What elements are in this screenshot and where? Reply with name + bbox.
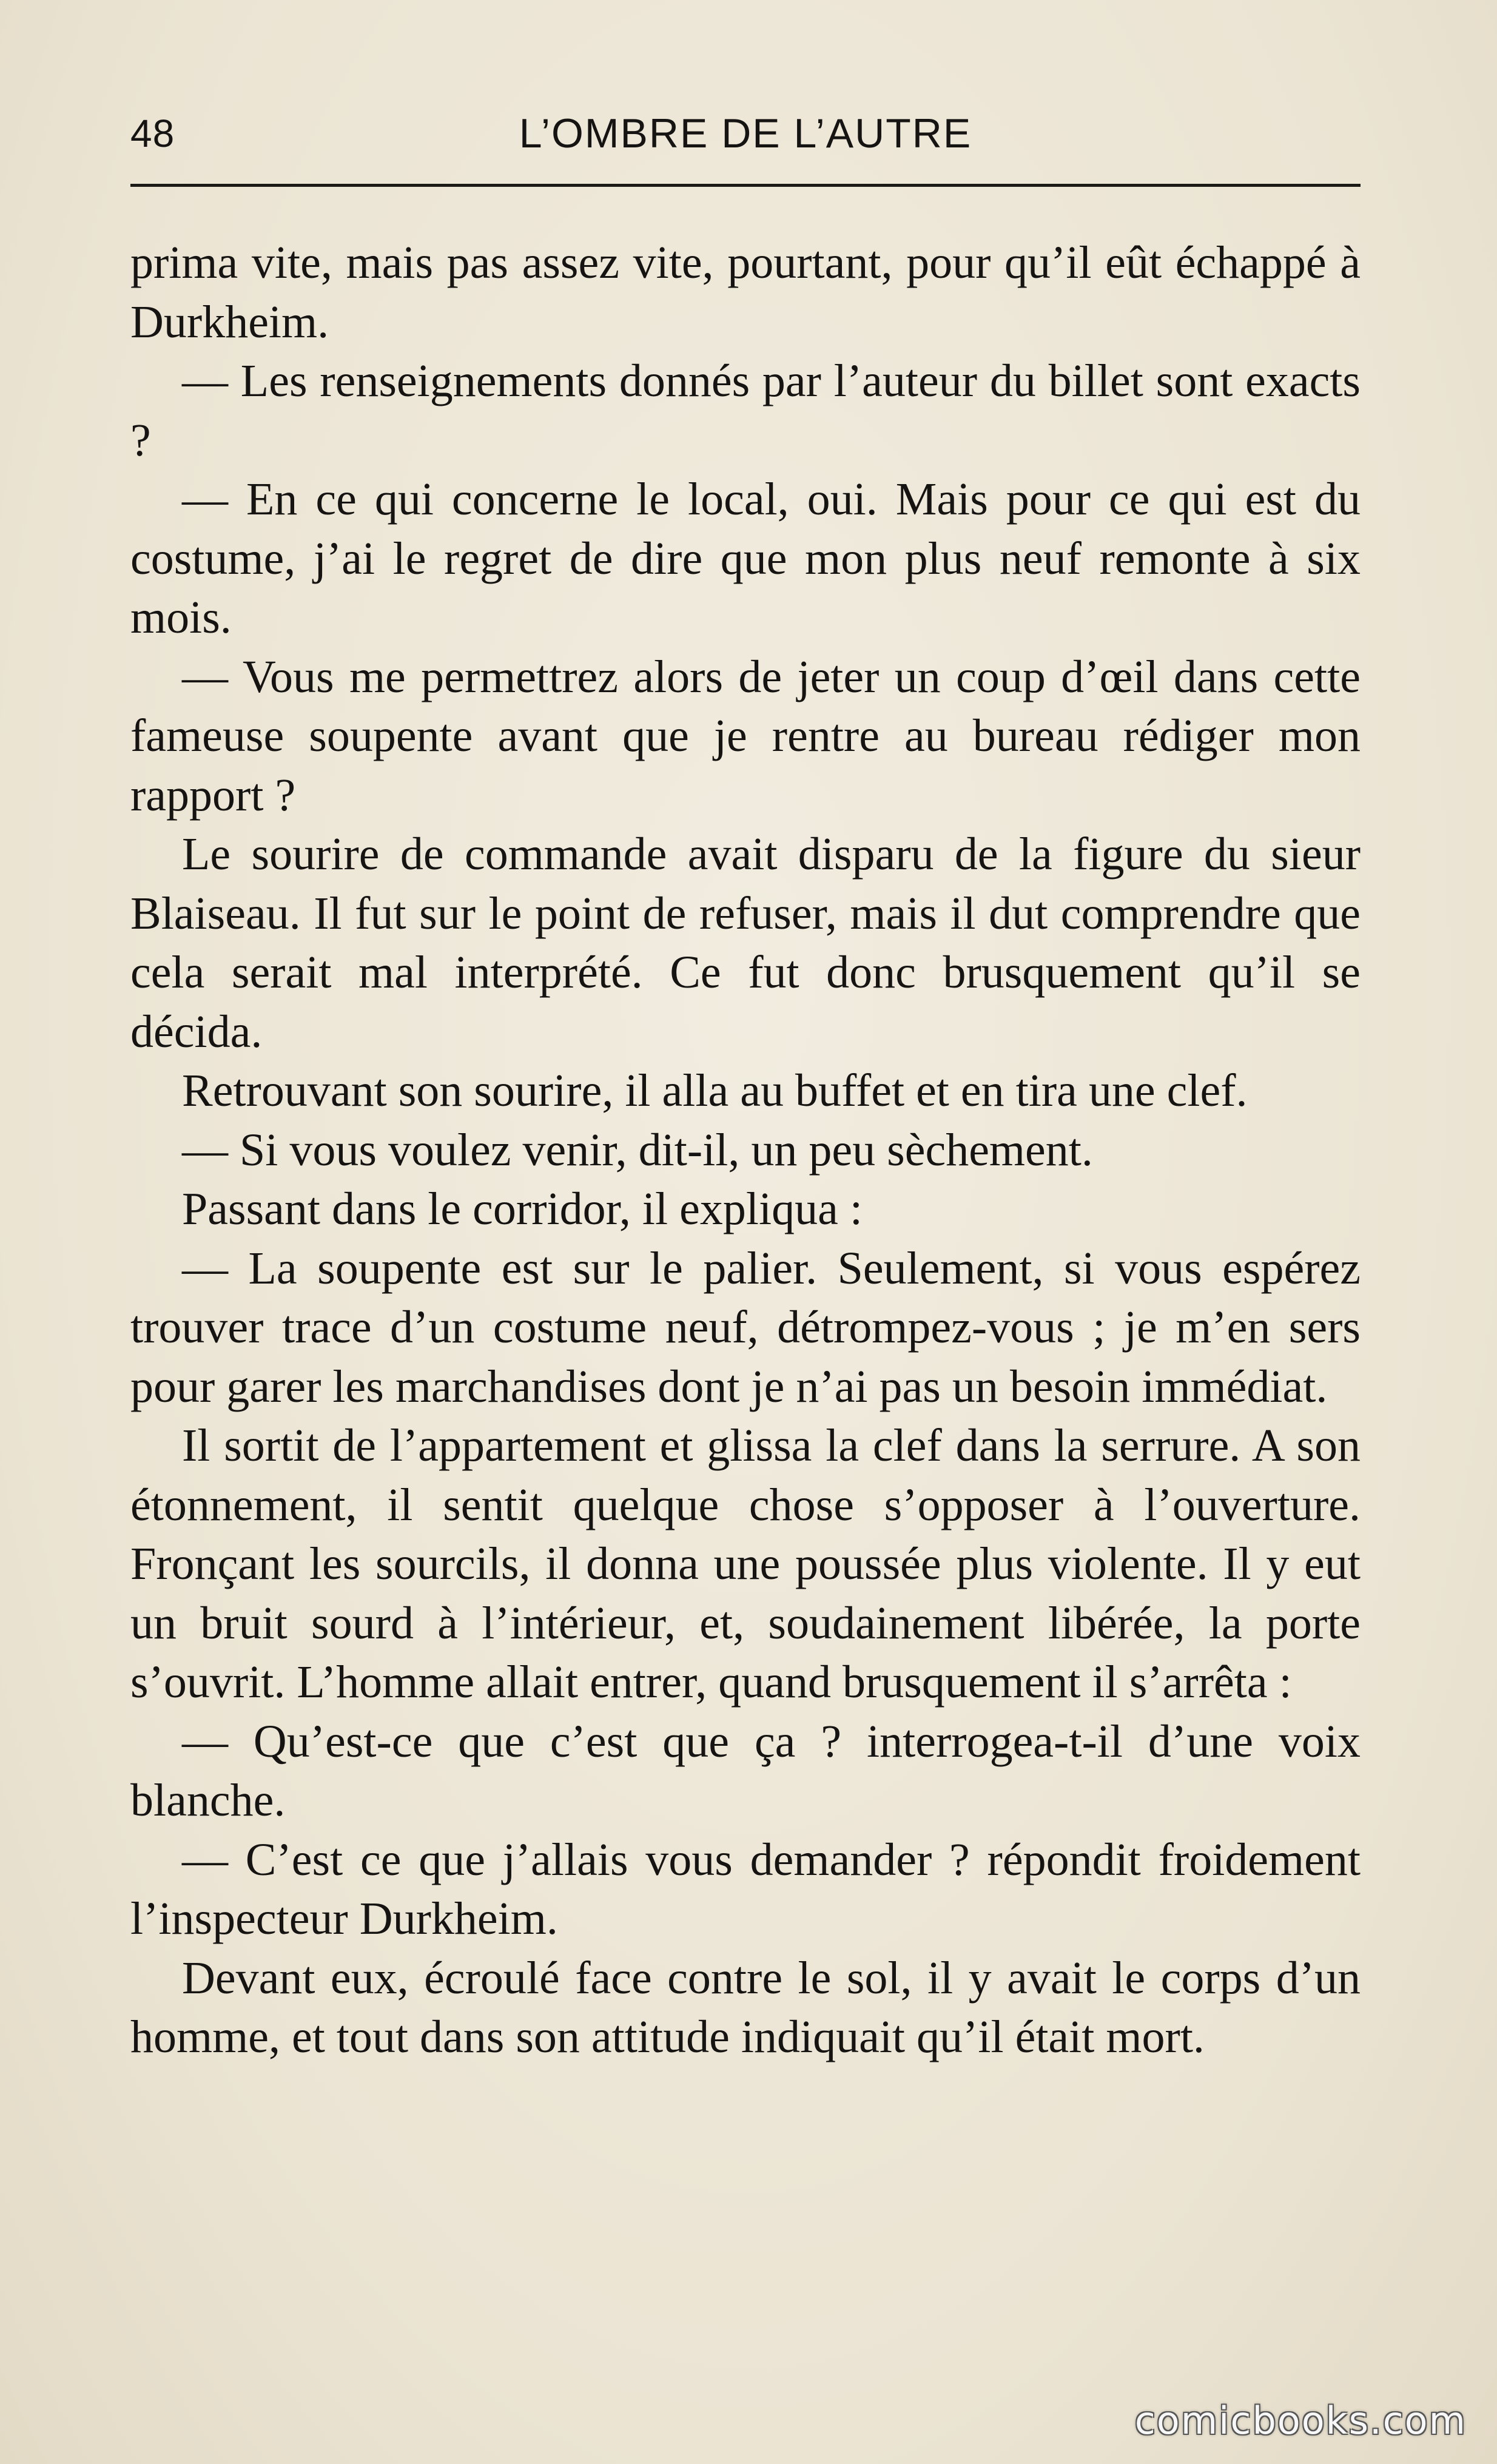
paragraph: — La soupente est sur le palier. Seulement, si vous espérez trouver trace d’un costume neuf, détrompez-vous ; je m’en sers pour garer les marchandises dont je n’ai pas un besoin immédiat. [130,1242,1361,1412]
page-header [130,103,1361,176]
watermark: comicbooks.com [1134,2398,1467,2443]
running-title: L’OMBRE DE L’AUTRE [519,110,972,157]
paragraph: — Si vous voulez venir, dit-il, un peu sèchement. [182,1124,1093,1176]
paragraph: — C’est ce que j’allais vous demander ? répondit froidement l’inspecteur Durkheim. [130,1834,1361,1944]
paragraph: — Les renseignements donnés par l’auteur du billet sont exacts ? [130,355,1361,466]
paragraph: Devant eux, écroulé face contre le sol, il y avait le corps d’un homme, et tout dans son attitude indiquait qu’il était mort. [130,1952,1361,2062]
paragraph: Passant dans le corridor, il expliqua : [182,1183,863,1234]
paragraph: prima vite, mais pas assez vite, pourtant, pour qu’il eût échappé à Durkheim. [130,237,1361,348]
paragraph: — Vous me permettrez alors de jeter un coup d’œil dans cette fameuse soupente avant que je rentre au bureau rédiger mon rapport ? [130,651,1361,821]
page-number: 48 [130,112,175,155]
header-rule [130,184,1361,187]
paragraph: Il sortit de l’appartement et glissa la clef dans la serrure. A son étonnement, il sentit quelque chose s’opposer à l’ouverture. Fronçant les sourcils, il donna une poussée plus violente. Il y eut un bruit sourd à l’intérieur, et, soudainement libérée, la porte s’ouvrit. L’homme allait entrer, quand brusquement il s’arrêta : [130,1420,1361,1708]
body-text [130,234,1361,2067]
paragraph: — Qu’est-ce que c’est que ça ? interrogea-t-il d’une voix blanche. [130,1715,1361,1826]
paragraph: Retrouvant son sourire, il alla au buffet et en tira une clef. [182,1065,1248,1116]
paragraph: Le sourire de commande avait disparu de la figure du sieur Blaiseau. Il fut sur le point de refuser, mais il dut comprendre que cela serait mal interprété. Ce fut donc brusquement qu’il se décida. [130,829,1361,1057]
paragraph: — En ce qui concerne le local, oui. Mais pour ce qui est du costume, j’ai le regret de dire que mon plus neuf remonte à six mois. [130,474,1361,643]
